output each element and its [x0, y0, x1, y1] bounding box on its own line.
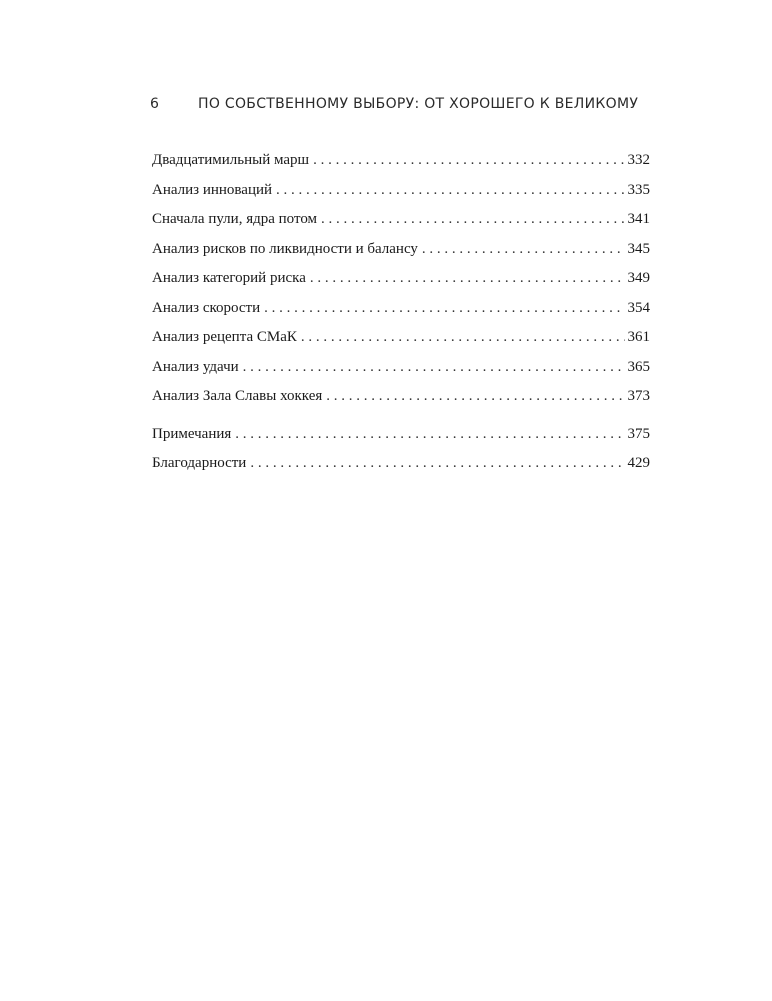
- toc-entry-page: 361: [627, 329, 650, 345]
- toc-entry-title: Анализ рисков по ликвидности и балансу: [152, 240, 418, 257]
- toc-entry-page: 429: [627, 455, 650, 471]
- dot-leader: [250, 449, 624, 479]
- toc-entry-page: 341: [627, 211, 650, 227]
- dot-leader: [313, 146, 624, 176]
- table-of-contents: [152, 146, 650, 479]
- book-title: ПО СОБСТВЕННОМУ ВЫБОРУ: ОТ ХОРОШЕГО К ВЕЛИКОМУ: [198, 96, 639, 112]
- toc-entry: [152, 449, 650, 479]
- toc-entry-page: 332: [627, 152, 650, 168]
- dot-leader: [235, 420, 624, 450]
- toc-entry-title: Анализ рецепта СМаК: [152, 329, 297, 345]
- dot-leader: [310, 264, 625, 294]
- toc-entry-page: 345: [627, 240, 650, 257]
- toc-entry-page: 335: [627, 181, 650, 198]
- dot-leader: [321, 205, 624, 235]
- toc-entry-title: Анализ инноваций: [152, 181, 273, 198]
- toc-entry-page: 349: [627, 270, 650, 286]
- toc-entry-title: Благодарности: [152, 455, 247, 471]
- dot-leader: [422, 235, 625, 265]
- toc-entry-title: Анализ скорости: [152, 299, 261, 316]
- toc-group-appendices: [152, 146, 650, 412]
- toc-entry-page: 365: [627, 358, 650, 375]
- dot-leader: [243, 353, 625, 383]
- toc-entry: [152, 205, 650, 235]
- running-head: [150, 96, 650, 118]
- toc-entry: [152, 294, 650, 324]
- toc-entry-title: Двадцатимильный марш: [152, 152, 310, 168]
- toc-entry: [152, 382, 650, 412]
- toc-entry-title: Анализ категорий риска: [152, 270, 306, 286]
- toc-group-backmatter: [152, 420, 650, 479]
- toc-entry-title: Сначала пули, ядра потом: [152, 211, 318, 227]
- toc-entry: [152, 235, 650, 265]
- page-number: 6: [150, 96, 160, 112]
- dot-leader: [301, 323, 625, 353]
- toc-entry-title: Анализ Зала Славы хоккея: [152, 388, 323, 404]
- toc-entry-title: Анализ удачи: [152, 358, 239, 375]
- toc-entry: [152, 420, 650, 450]
- dot-leader: [326, 382, 624, 412]
- dot-leader: [264, 294, 624, 324]
- toc-entry-page: 354: [627, 299, 650, 316]
- toc-entry: [152, 264, 650, 294]
- toc-entry-page: 373: [627, 388, 650, 404]
- toc-entry: [152, 323, 650, 353]
- toc-entry-title: Примечания: [152, 425, 232, 442]
- toc-entry-page: 375: [627, 425, 650, 442]
- toc-entry: [152, 353, 650, 383]
- dot-leader: [276, 176, 624, 206]
- toc-entry: [152, 146, 650, 176]
- toc-entry: [152, 176, 650, 206]
